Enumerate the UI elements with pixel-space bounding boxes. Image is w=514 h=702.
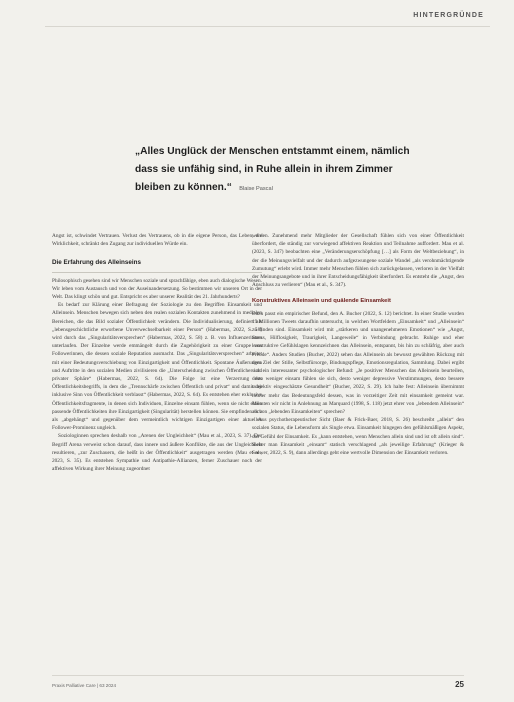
subsection-heading: Konstruktives Alleinsein und quälende Einsamkeit [252, 298, 391, 305]
body-paragraph: Dazu passt ein empirischer Befund, den A. Bucher (2022, S. 12) berichtet. In einer Studie wurden 19 Millionen Tweets daraufhin untersucht, in welchen Wortfeldern „Einsamkeit“ und „Alleinsein“ zu finden sind. Einsamkeit wird mit „stärkeren und unangenehmeren Emotionen“ wie „Angst, Stress, Hilflosigkeit, Traurigkeit, Langeweile“ in Verbindung gebracht. Ruhige und eher konstruktive Gefühlslagen kennzeichnen das Alleinsein, entspannt, bis hin zu schläfrig, aber auch Freude“. Anders Studien (Bucher, 2022) sehen das Alleinsein als bewusst gewählten Rückzug mit dem Ziel der Stille, Selbstfürsorge, Bindungspflege, Emotionsregulation, Sammlung. Dabei ergibt sich ein interessanter psychologischer Befund: „Je positiver Menschen das Alleinsein beurteilen, desto weniger einsam fühlen sie sich, desto weniger depressive Verstimmungen, desto bessere subjektiv eingeschätzte Gesundheit“ (Bucher, 2022, S. 29). Ich halte fest: Alleinsein übernimmt immer mehr das Bedeutungsfeld dessen, was in vorzeitiger Zeit mit einsamkeit gemeint war. Müssten wir nicht in Anlehnung an Marquard (1998, S. 118) jetzt ehrer von „lebendem Alleinsein“ als von „lebenden Einsamkeiten“ sprechen? [252, 310, 464, 416]
pull-quote [135, 141, 425, 195]
body-paragraph: Aus psychotherapeutischer Sicht (Baer & Frick-Baer, 2018, S. 26) beschreibt „allein“ den sozialen Status, die Lebensform als Single etwa. Einsamkeit hingegen den gefühlsmäßigen Aspekt, das Gefühl der Einsamkeit. Es „kann entstehen, wenn Menschen allein sind und ist oft allein sind“. Sicher man Einsamkeit „einsam“ statisch verschlagend „als jeweilige Erfahrung“ (Krieger & Seewer, 2022, S. 9), dann allerdings geht eine wertvolle Dimension der Einsamkeit verloren. [252, 417, 464, 457]
body-paragraph: Es bedarf zur Klärung einer Befragung der Soziologie zu den Begriffen Einsamkeit und Alleinsein. Menschen bewegen sich neben den realen sozialen Kontakten zunehmend in medialen Bereichen, die das Bild sozialer Öffentlichkeit verändern. Die Individualisierung, definiert als „lebensgeschichtliche erworbene Unverwechselbarkeit einer Person“ (Habermas, 2022, S. 58) wird durch das „Singularitätsversprechen“ (Habermas, 2022, S. 58) z. B. von Influenzerinnen unterlaufen. Der Einzelne werde emmängelt durch die Zugehörigkeit zu einer Gruppe von Followerinnen, die dessen soziale Reputation ausmacht. Das „Singularitätsversprechen“ arbeitet mit einer Bedeutungsverschiebung von Einzigartigkeit und Öffentlichkeit. Spontane Äußerungen und Auftritte in den sozialen Medien zivilisieren die „Unterscheidung zwischen Öffentlicher und privater Sphäre“ (Habermas, 2022, S. 64). Die Folge ist eine Verzerrung des Öffentlichkeitsbegriffs, in dem die „Trennschärfe zwischen Öffentlich und privat“ und damit der inklusive Sinn von Öffentlichkeit verblasst“ (Habermas, 2022, S. 64). Es entstehen eher exklusive Öffentlichkeitsfragmente, in denen sich Individuen, Einzelne einsam fühlen, wenn sie nicht einen passende Öffentlichkeiten ihre Einzigartigkeit (Singularität) herstellen können. Sie empfinden sich als „abgehängt“ und gegenüber dem vermeintlich wichtigen Einzigartigen einer aktuellen Follower-Prominenz ungleich. [52, 302, 262, 432]
section-tag: HINTERGRÜNDE [413, 12, 484, 19]
intro-paragraph: Angst ist, schwindet Vertrauen. Verlust des Vertrauens, ob in die eigene Person, das Leben, die Wirklichkeit, schränkt den Zugang zur individuellen Würde ein. [52, 233, 262, 248]
quote-text: „Alles Unglück der Menschen entstammt einem, nämlich dass sie unfähig sind, in Ruhe allein in ihrem Zimmer bleiben zu können.“ [135, 146, 410, 193]
page-footer [52, 680, 484, 692]
body-paragraph: werden. Zunehmend mehr Mitglieder der Gesellschaft fühlen sich von einer Öffentlichkeit überfordert, die ständig zur vorwiegend affektiven Reaktion und Teilnahme auffordert. Mau et al. (2023, S. 347) beobachten eine „Veränderungserschöpfung […] als Form der Weltbeziehung“, in der die Meinungsvielfalt und der dadurch aufgezwungene soziale Wandel „als verohnmächtigende Zumutung“ erlebt wird. Immer mehr Menschen fühlen sich zurückgelassen, verloren in der Vielfalt der Meinungsangebote und in ihrer Entscheidungsfähigkeit überfordert. Es entsteht die „Angst, den Anschluss zu verlieren“ (Mau et al., S. 347). [252, 233, 464, 289]
heading-rule [52, 272, 262, 273]
page-number: 25 [455, 680, 464, 689]
quote-author: Blaise Pascal [239, 186, 273, 192]
footer-rule [52, 675, 464, 676]
left-column [52, 232, 262, 473]
journal-name: Praxis Palliative Care | 63 2024 [52, 683, 117, 688]
body-paragraph: Soziologinnen sprechen deshalb von „Arenen der Ungleichheit“ (Mau et al., 2023, S. 37). Der Begriff Arena verweist schon darauf, dass innere und äußere Konflikte, die aus der Ungleichheit resultieren, „zur Zuschauern, die heißt in der Öffentlichkeit“ ausgetragen werden (Mau et al., 2023, S. 35). Es entstehen Sympathie und Antipathie-Allianzen, ferner Zuschauer noch der affektiven Wirkung ihrer Meinung zugeordnet [52, 433, 262, 473]
section-heading: Die Erfahrung des Alleinseins [52, 259, 141, 267]
body-paragraph: Philosophisch gesehen sind wir Menschen soziale und sprachfähige, eben auch dialogische Wesen. Wir leben vom Austausch und von der Auseinandersetzung. So bestimmen wir unseren Ort in der Welt. Das klingt schön und gut. Entspricht es aber unserer Realität des 21. Jahrhunderts? [52, 277, 262, 301]
right-column [252, 232, 464, 457]
header-rule [45, 26, 490, 27]
